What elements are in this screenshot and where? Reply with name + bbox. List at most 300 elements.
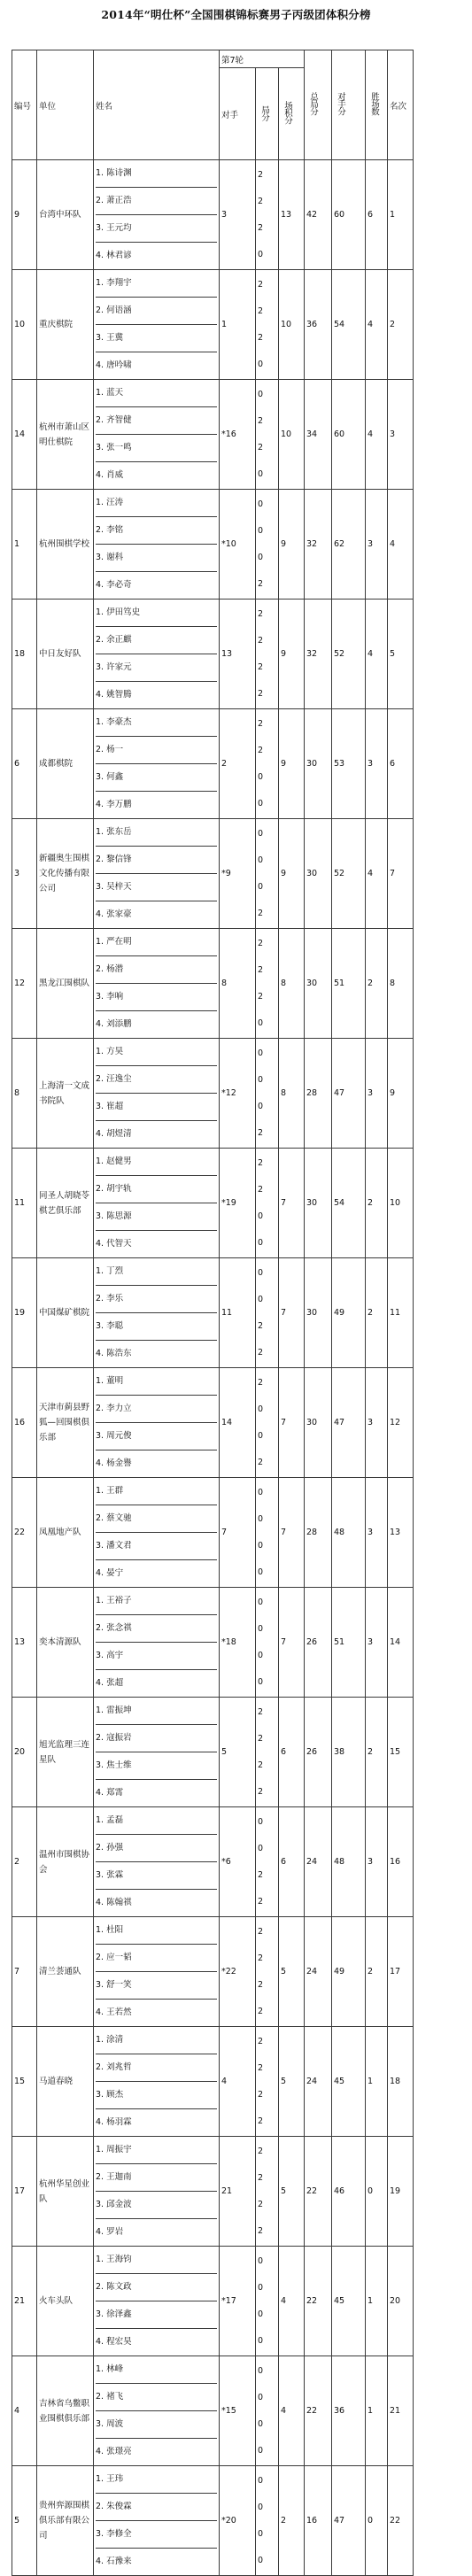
team-row <box>12 2356 464 2466</box>
team-row <box>12 1368 464 1478</box>
wins: 1 <box>366 2356 388 2466</box>
spacer <box>414 2247 464 2356</box>
team-number: 7 <box>12 1917 37 2027</box>
board-score: 0 <box>258 1816 264 1827</box>
board-scores <box>256 709 279 819</box>
player-name: 3. 吴梓天 <box>96 873 217 901</box>
rank: 4 <box>388 490 414 600</box>
opponent-points: 62 <box>332 490 366 600</box>
player-name: 2. 张念祺 <box>96 1614 217 1642</box>
player-name: 3. 邱金波 <box>96 2191 217 2218</box>
board-score: 0 <box>258 389 264 399</box>
player-name: 2. 应一韬 <box>96 1944 217 1971</box>
board-score: 2 <box>258 1706 264 1717</box>
board-score: 2 <box>258 222 264 233</box>
player-name: 4. 杨羽霖 <box>96 2108 217 2136</box>
wins: 4 <box>366 270 388 380</box>
team-unit: 杭州华星创业队 <box>37 2137 94 2247</box>
board-score: 2 <box>258 1979 264 1990</box>
board-score: 2 <box>258 908 264 918</box>
board-score: 2 <box>258 1733 264 1744</box>
col-header-duishou: 对手 <box>220 68 256 160</box>
opponent-points: 54 <box>332 1149 366 1258</box>
opponent-points: 47 <box>332 1368 366 1478</box>
board-score: 2 <box>258 1320 264 1331</box>
rank: 22 <box>388 2466 414 2576</box>
board-scores <box>256 1588 279 1698</box>
opponent: *15 <box>220 2356 256 2466</box>
col-header-jufen: 局分 <box>256 68 279 160</box>
player-names <box>94 2027 220 2137</box>
player-name: 4. 胡煜清 <box>96 1120 217 1148</box>
team-row <box>12 1588 464 1698</box>
player-name: 3. 张一鸣 <box>96 434 217 461</box>
board-scores <box>256 600 279 709</box>
player-name: 1. 严在明 <box>96 937 132 947</box>
board-score: 0 <box>258 2555 264 2565</box>
player-name: 2. 黎信锋 <box>96 846 217 873</box>
total-game-points: 28 <box>305 1039 332 1149</box>
spacer <box>414 160 464 270</box>
team-unit: 重庆棋院 <box>37 270 94 380</box>
match-points: 7 <box>279 1368 305 1478</box>
match-points: 5 <box>279 2137 305 2247</box>
board-score: 2 <box>258 635 264 646</box>
player-names <box>94 1807 220 1917</box>
board-score: 0 <box>258 2528 264 2539</box>
team-row <box>12 2466 464 2576</box>
opponent-points: 54 <box>332 270 366 380</box>
opponent: *10 <box>220 490 256 600</box>
player-name: 2. 蔡文驰 <box>96 1505 217 1532</box>
player-name: 4. 石豫来 <box>96 2548 217 2575</box>
player-name: 4. 陈翰祺 <box>96 1889 217 1916</box>
player-name: 1. 雷振坤 <box>96 1706 132 1715</box>
player-name: 3. 徐泽鑫 <box>96 2301 217 2328</box>
player-name: 2. 余正麒 <box>96 626 217 654</box>
player-names <box>94 2137 220 2247</box>
opponent-points: 38 <box>332 1698 366 1807</box>
player-names <box>94 1258 220 1368</box>
player-name: 2. 李力立 <box>96 1395 217 1422</box>
match-points: 4 <box>279 2356 305 2466</box>
team-number: 9 <box>12 160 37 270</box>
board-score: 2 <box>258 991 264 1002</box>
rank: 2 <box>388 270 414 380</box>
player-name: 1. 方昊 <box>96 1047 124 1056</box>
player-name: 1. 李豪杰 <box>96 717 132 727</box>
total-game-points: 30 <box>305 1368 332 1478</box>
board-score: 2 <box>258 279 264 290</box>
rank: 9 <box>388 1039 414 1149</box>
total-game-points: 32 <box>305 490 332 600</box>
opponent: 8 <box>220 929 256 1039</box>
board-score: 2 <box>258 306 264 316</box>
rank: 19 <box>388 2137 414 2247</box>
player-name: 4. 王若然 <box>96 1999 217 2026</box>
board-score: 2 <box>258 1184 264 1195</box>
total-game-points: 26 <box>305 1698 332 1807</box>
match-points: 8 <box>279 1039 305 1149</box>
player-name: 1. 王群 <box>96 1486 124 1496</box>
board-scores <box>256 490 279 600</box>
wins: 3 <box>366 490 388 600</box>
player-name: 3. 顾杰 <box>96 2081 217 2108</box>
board-score: 2 <box>258 578 264 589</box>
total-game-points: 30 <box>305 1149 332 1258</box>
wins: 3 <box>366 1588 388 1698</box>
standings-body <box>12 160 464 2576</box>
player-name: 4. 张家豪 <box>96 901 217 928</box>
board-score: 2 <box>258 442 264 453</box>
player-name: 4. 李必奇 <box>96 571 217 599</box>
player-name: 3. 李聪 <box>96 1312 217 1340</box>
board-score: 2 <box>258 2089 264 2100</box>
player-names <box>94 270 220 380</box>
rank: 6 <box>388 709 414 819</box>
player-name: 2. 李乐 <box>96 1285 217 1312</box>
opponent-points: 60 <box>332 380 366 490</box>
team-unit: 成都棋院 <box>37 709 94 819</box>
opponent: *6 <box>220 1807 256 1917</box>
total-game-points: 24 <box>305 1917 332 2027</box>
player-name: 3. 张霖 <box>96 1861 217 1889</box>
board-score: 0 <box>258 525 264 536</box>
player-name: 1. 王裕子 <box>96 1596 132 1605</box>
rank: 10 <box>388 1149 414 1258</box>
board-score: 2 <box>258 332 264 343</box>
col-header-bianhao: 编号 <box>12 50 37 160</box>
opponent-points: 52 <box>332 819 366 929</box>
wins: 1 <box>366 2027 388 2137</box>
team-row <box>12 1258 464 1368</box>
rank: 14 <box>388 1588 414 1698</box>
spacer <box>414 1039 464 1149</box>
player-name: 3. 陈思源 <box>96 1203 217 1230</box>
player-name: 1. 孟磊 <box>96 1815 124 1825</box>
total-game-points: 30 <box>305 819 332 929</box>
player-name: 1. 丁烈 <box>96 1266 124 1276</box>
player-name: 4. 晏宁 <box>96 1559 217 1587</box>
player-name: 4. 陈浩东 <box>96 1340 217 1367</box>
rank: 11 <box>388 1258 414 1368</box>
board-score: 2 <box>258 1926 264 1937</box>
total-game-points: 22 <box>305 2356 332 2466</box>
board-scores <box>256 380 279 490</box>
team-row <box>12 160 464 270</box>
board-score: 2 <box>258 1896 264 1907</box>
board-scores <box>256 929 279 1039</box>
spacer <box>414 709 464 819</box>
wins: 2 <box>366 1698 388 1807</box>
player-name: 3. 谢科 <box>96 544 217 571</box>
wins: 3 <box>366 1368 388 1478</box>
team-unit: 天津市蓟县野狐—回围棋俱乐部 <box>37 1368 94 1478</box>
player-name: 3. 高宇 <box>96 1642 217 1669</box>
team-number: 11 <box>12 1149 37 1258</box>
match-points: 5 <box>279 2027 305 2137</box>
player-name: 2. 李铭 <box>96 516 217 544</box>
wins: 1 <box>366 2247 388 2356</box>
player-name: 1. 涂清 <box>96 2035 124 2045</box>
board-score: 0 <box>258 1430 264 1441</box>
total-game-points: 24 <box>305 2027 332 2137</box>
opponent-points: 48 <box>332 1807 366 1917</box>
board-score: 0 <box>258 798 264 808</box>
team-row <box>12 2247 464 2356</box>
match-points: 4 <box>279 2247 305 2356</box>
board-score: 0 <box>258 1540 264 1551</box>
board-score: 2 <box>258 415 264 426</box>
player-name: 1. 王海钧 <box>96 2255 132 2264</box>
team-row <box>12 2027 464 2137</box>
spacer <box>414 1258 464 1368</box>
player-name: 4. 李万鹏 <box>96 791 217 818</box>
total-game-points: 30 <box>305 1258 332 1368</box>
player-name: 1. 伊田笃史 <box>96 607 141 617</box>
opponent-points: 45 <box>332 2247 366 2356</box>
board-score: 0 <box>258 2335 264 2346</box>
player-names <box>94 1698 220 1807</box>
board-scores <box>256 1698 279 1807</box>
total-game-points: 26 <box>305 1588 332 1698</box>
board-score: 2 <box>258 1869 264 1880</box>
match-points: 10 <box>279 270 305 380</box>
player-name: 4. 郑霄 <box>96 1779 217 1806</box>
wins: 3 <box>366 1039 388 1149</box>
spacer <box>414 1698 464 1807</box>
opponent: 4 <box>220 2027 256 2137</box>
spacer <box>414 1149 464 1258</box>
total-game-points: 22 <box>305 2137 332 2247</box>
player-name: 3. 周波 <box>96 2410 217 2438</box>
opponent-points: 48 <box>332 1478 366 1588</box>
team-unit: 温州市围棋协会 <box>37 1807 94 1917</box>
opponent: 5 <box>220 1698 256 1807</box>
board-score: 0 <box>258 2282 264 2293</box>
spacer <box>414 2137 464 2247</box>
board-score: 2 <box>258 1157 264 1168</box>
rank: 17 <box>388 1917 414 2027</box>
board-score: 0 <box>258 1211 264 1221</box>
team-row <box>12 1478 464 1588</box>
board-scores <box>256 2027 279 2137</box>
player-names <box>94 600 220 709</box>
match-points: 9 <box>279 490 305 600</box>
opponent: *9 <box>220 819 256 929</box>
player-names <box>94 709 220 819</box>
rank: 15 <box>388 1698 414 1807</box>
player-name: 2. 齐智健 <box>96 406 217 434</box>
player-name: 4. 唐吟啸 <box>96 352 217 379</box>
match-points: 5 <box>279 1917 305 2027</box>
spacer <box>414 2356 464 2466</box>
player-name: 4. 张超 <box>96 1669 217 1697</box>
total-game-points: 24 <box>305 1807 332 1917</box>
rank: 7 <box>388 819 414 929</box>
player-name: 2. 褚飞 <box>96 2383 217 2410</box>
team-number: 12 <box>12 929 37 1039</box>
board-score: 0 <box>258 1623 264 1634</box>
opponent: 7 <box>220 1478 256 1588</box>
player-name: 1. 赵健男 <box>96 1156 132 1166</box>
opponent-points: 51 <box>332 929 366 1039</box>
rank: 13 <box>388 1478 414 1588</box>
player-name: 3. 舒一笑 <box>96 1971 217 1999</box>
team-number: 6 <box>12 709 37 819</box>
board-score: 2 <box>258 661 264 672</box>
opponent: 13 <box>220 600 256 709</box>
match-points: 7 <box>279 1478 305 1588</box>
player-name: 1. 杜阳 <box>96 1925 124 1935</box>
board-score: 2 <box>258 196 264 206</box>
board-score: 0 <box>258 468 264 479</box>
team-number: 19 <box>12 1258 37 1368</box>
col-header-round: 第7轮 <box>220 50 305 68</box>
player-name: 3. 许家元 <box>96 654 217 681</box>
wins: 3 <box>366 1807 388 1917</box>
board-score: 2 <box>258 745 264 755</box>
opponent-points: 46 <box>332 2137 366 2247</box>
board-score: 0 <box>258 1566 264 1577</box>
team-number: 5 <box>12 2466 37 2576</box>
board-score: 0 <box>258 771 264 782</box>
board-score: 0 <box>258 1101 264 1111</box>
wins: 3 <box>366 709 388 819</box>
board-score: 0 <box>258 1237 264 1248</box>
team-number: 1 <box>12 490 37 600</box>
team-unit: 台湾中环队 <box>37 160 94 270</box>
player-name: 3. 王元均 <box>96 214 217 242</box>
board-score: 0 <box>258 828 264 839</box>
board-score: 0 <box>258 2392 264 2402</box>
board-score: 2 <box>258 1457 264 1467</box>
player-name: 2. 朱俊霖 <box>96 2493 217 2520</box>
opponent: *18 <box>220 1588 256 1698</box>
match-points: 6 <box>279 1698 305 1807</box>
opponent: 14 <box>220 1368 256 1478</box>
match-points: 9 <box>279 819 305 929</box>
board-score: 2 <box>258 1786 264 1797</box>
board-score: 0 <box>258 1074 264 1085</box>
board-score: 2 <box>258 938 264 948</box>
team-unit: 旭光监理三连星队 <box>37 1698 94 1807</box>
total-game-points: 36 <box>305 270 332 380</box>
board-score: 0 <box>258 499 264 509</box>
team-number: 8 <box>12 1039 37 1149</box>
board-scores <box>256 1149 279 1258</box>
opponent-points: 49 <box>332 1258 366 1368</box>
spacer <box>414 1368 464 1478</box>
board-score: 2 <box>258 608 264 619</box>
team-row <box>12 1039 464 1149</box>
player-names <box>94 160 220 270</box>
team-number: 15 <box>12 2027 37 2137</box>
board-scores <box>256 160 279 270</box>
board-score: 0 <box>258 1048 264 1058</box>
player-name: 4. 刘添鹏 <box>96 1010 217 1038</box>
board-scores <box>256 2247 279 2356</box>
total-game-points: 30 <box>305 709 332 819</box>
opponent-points: 52 <box>332 600 366 709</box>
match-points: 2 <box>279 2466 305 2576</box>
total-game-points: 30 <box>305 929 332 1039</box>
board-score: 0 <box>258 1597 264 1607</box>
team-unit: 杭州围棋学校 <box>37 490 94 600</box>
board-score: 2 <box>258 2225 264 2236</box>
wins: 2 <box>366 929 388 1039</box>
team-row <box>12 819 464 929</box>
opponent: *22 <box>220 1917 256 2027</box>
team-number: 4 <box>12 2356 37 2466</box>
rank: 21 <box>388 2356 414 2466</box>
board-score: 0 <box>258 1650 264 1660</box>
total-game-points: 22 <box>305 2247 332 2356</box>
board-scores <box>256 2137 279 2247</box>
player-name: 2. 何语涵 <box>96 297 217 324</box>
team-number: 13 <box>12 1588 37 1698</box>
team-row <box>12 270 464 380</box>
opponent: 11 <box>220 1258 256 1368</box>
board-score: 0 <box>258 1513 264 1524</box>
team-row <box>12 1149 464 1258</box>
board-scores <box>256 1258 279 1368</box>
spacer <box>414 270 464 380</box>
opponent-points: 47 <box>332 2466 366 2576</box>
match-points: 10 <box>279 380 305 490</box>
rank: 1 <box>388 160 414 270</box>
wins: 4 <box>366 380 388 490</box>
board-scores <box>256 1478 279 1588</box>
spacer <box>414 50 464 160</box>
opponent-points: 47 <box>332 1039 366 1149</box>
player-names <box>94 1917 220 2027</box>
team-number: 3 <box>12 819 37 929</box>
rank: 8 <box>388 929 414 1039</box>
match-points: 6 <box>279 1807 305 1917</box>
team-row <box>12 2137 464 2247</box>
opponent: 3 <box>220 160 256 270</box>
board-score: 2 <box>258 1347 264 1358</box>
rank: 16 <box>388 1807 414 1917</box>
wins: 4 <box>366 600 388 709</box>
total-game-points: 16 <box>305 2466 332 2576</box>
player-name: 3. 李响 <box>96 983 217 1010</box>
board-score: 2 <box>258 718 264 729</box>
opponent-points: 60 <box>332 160 366 270</box>
board-scores <box>256 2356 279 2466</box>
player-name: 1. 李翔宇 <box>96 278 132 288</box>
board-score: 0 <box>258 2418 264 2429</box>
col-header-danwei: 单位 <box>37 50 94 160</box>
match-points: 7 <box>279 1149 305 1258</box>
player-names <box>94 1588 220 1698</box>
board-score: 2 <box>258 2062 264 2073</box>
board-score: 0 <box>258 881 264 892</box>
team-unit: 清兰荟通队 <box>37 1917 94 2027</box>
player-names <box>94 2466 220 2576</box>
rank: 3 <box>388 380 414 490</box>
player-name: 3. 潘文君 <box>96 1532 217 1559</box>
player-name: 1. 王玮 <box>96 2474 124 2484</box>
opponent-points: 53 <box>332 709 366 819</box>
player-names <box>94 1149 220 1258</box>
team-unit: 贵州弈源围棋俱乐部有限公司 <box>37 2466 94 2576</box>
team-number: 16 <box>12 1368 37 1478</box>
match-points: 9 <box>279 709 305 819</box>
board-score: 0 <box>258 2502 264 2512</box>
board-score: 0 <box>258 1487 264 1497</box>
